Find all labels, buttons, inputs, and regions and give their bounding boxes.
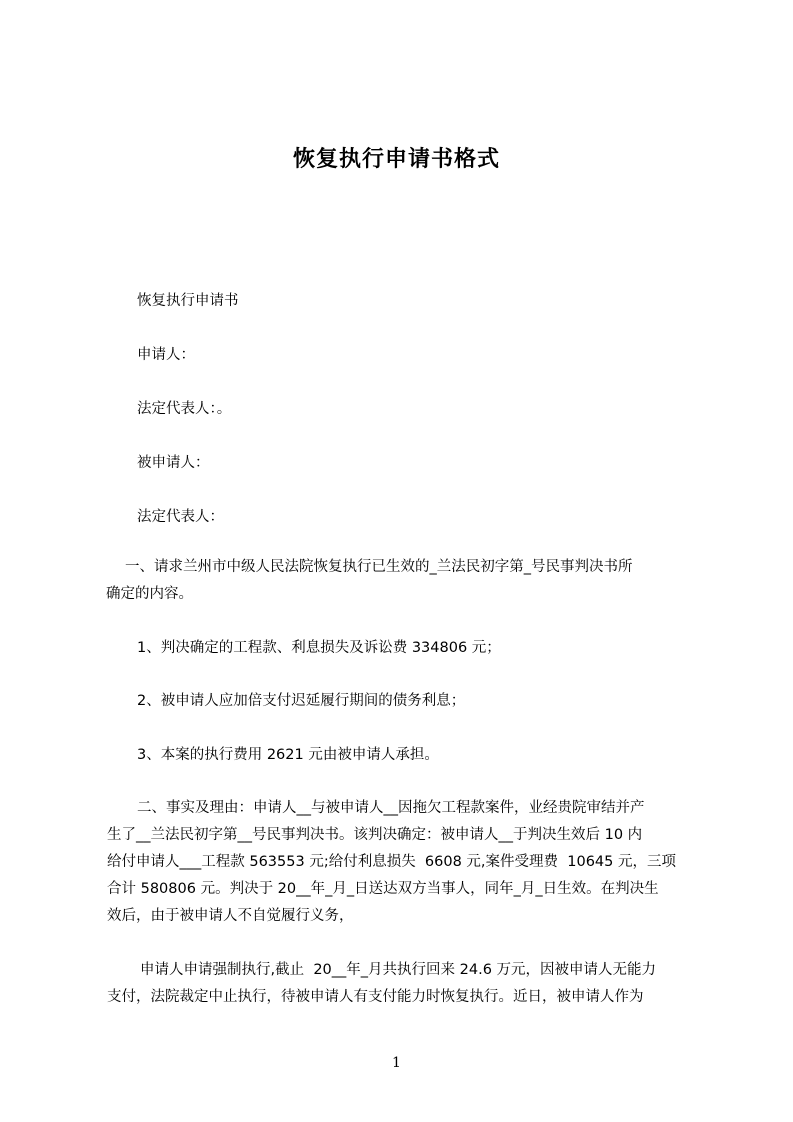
respondent-representative-label: 法定代表人： [137,509,224,525]
section-facts-line: 给付申请人___工程款 563553 元;给付利息损失 6608 元,案件受理费 10645 元，三项 [107,854,676,870]
section-request-line: 确定的内容。 [106,586,193,602]
applicant-representative-label: 法定代表人：。 [137,401,232,417]
section-enforcement [0,957,656,1011]
request-item-1: 1、判决确定的工程款、利息损失及诉讼费 334806 元； [137,640,501,656]
request-item-2: 2、被申请人应加倍支付迟延履行期间的债务利息； [137,693,466,709]
section-facts-line: 合计 580806 元。判决于 20__年_月_日送达双方当事人，同年_月_日生效。在判决生 [107,881,659,897]
section-enforcement-line: 支付，法院裁定中止执行，待被申请人有支付能力时恢复执行。近日，被申请人作为 [107,989,644,1005]
document-title: 恢复执行申请书格式 [292,147,500,172]
request-item-3: 3、本案的执行费用 2621 元由被申请人承担。 [137,747,439,763]
section-enforcement-line: 申请人申请强制执行,截止 20__年_月共执行回来 24.6 万元，因被申请人无能力 [140,962,657,978]
section-facts-line: 生了__兰法民初字第__号民事判决书。该判决确定：被申请人__于判决生效后 10 内 [107,827,643,843]
section-facts-line: 效后，由于被申请人不自觉履行义务， [107,908,354,924]
applicant-label: 申请人： [137,347,195,363]
section-request-line: 一、请求兰州市中级人民法院恢复执行已生效的_兰法民初字第_号民事判决书所 [125,559,633,575]
section-request [0,554,633,608]
section-facts-line: 二、事实及理由：申请人__与被申请人__因拖欠工程款案件，业经贵院审结并产 [137,800,645,816]
page-number: 1 [392,1055,401,1071]
section-facts [0,795,697,930]
respondent-label: 被申请人： [137,455,210,471]
document-heading: 恢复执行申请书 [137,293,239,309]
